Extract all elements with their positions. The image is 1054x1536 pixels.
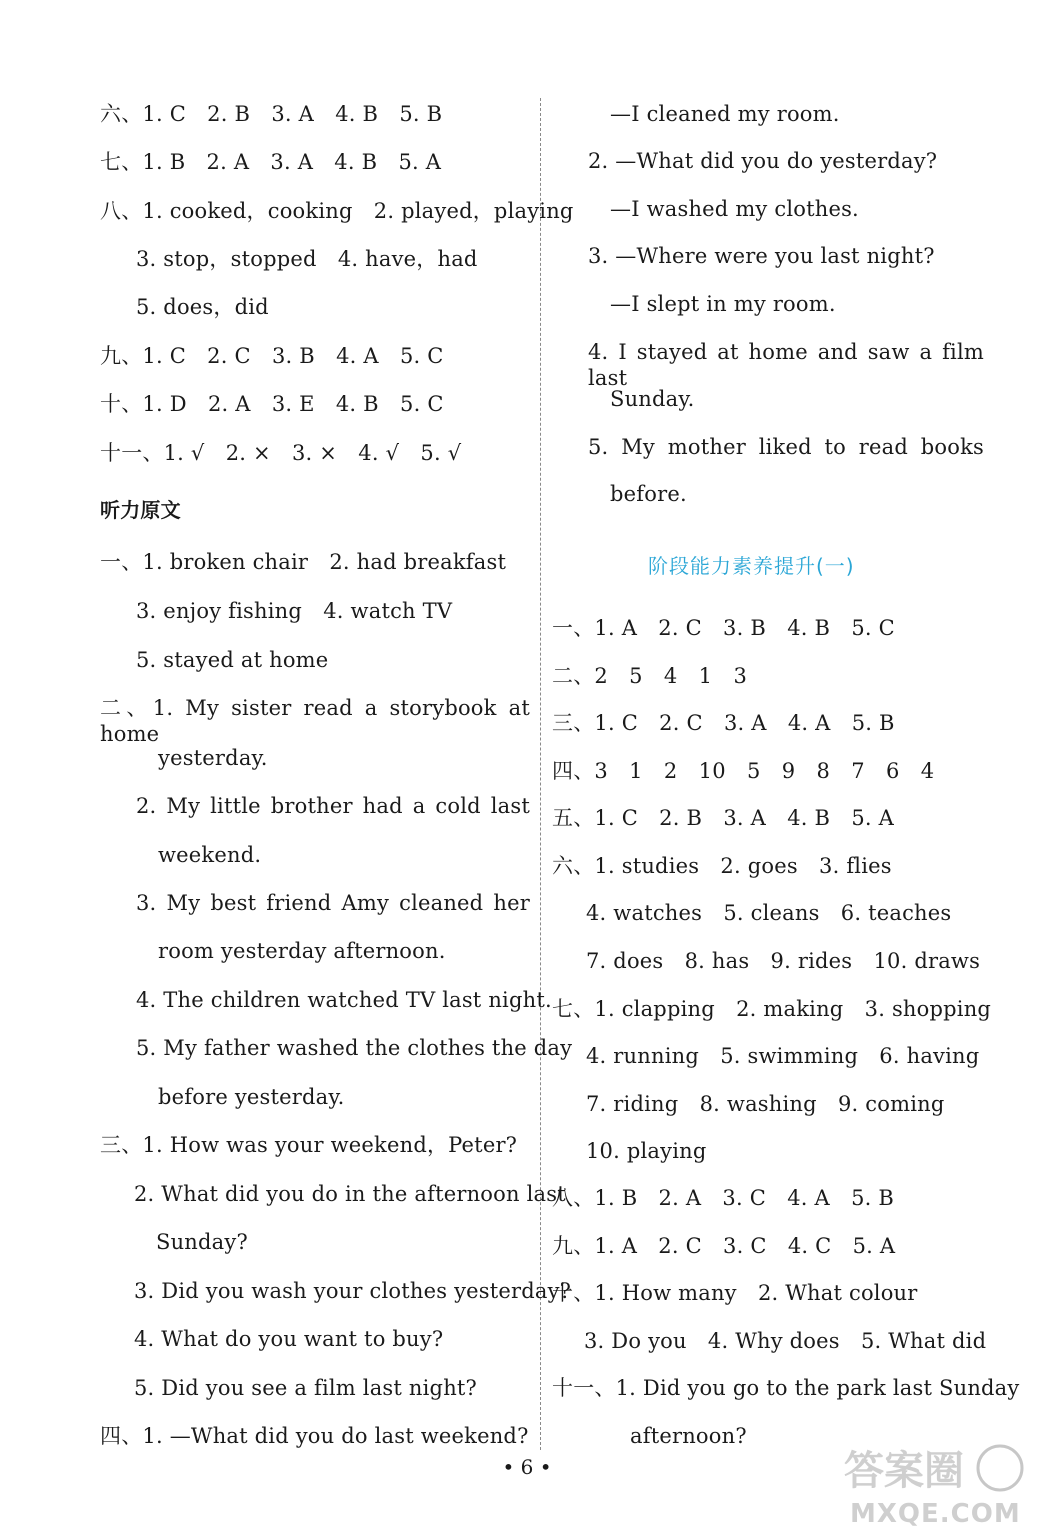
answer-line: 五、1. C 2. B 3. A 4. B 5. A <box>552 806 895 830</box>
listening-script-heading: 听力原文 <box>100 498 181 522</box>
answer-line: 七、1. B 2. A 3. A 4. B 5. A <box>100 150 442 174</box>
answer-line: 十、1. How many 2. What colour <box>552 1281 918 1305</box>
answer-line: room yesterday afternoon. <box>158 939 446 963</box>
answer-line: 3. enjoy fishing 4. watch TV <box>136 599 453 623</box>
answer-line: 7. riding 8. washing 9. coming <box>586 1092 945 1116</box>
answer-line: afternoon? <box>630 1424 747 1448</box>
column-divider <box>540 98 541 1450</box>
answer-line: 2. —What did you do yesterday? <box>588 149 938 173</box>
answer-line: 7. does 8. has 9. rides 10. draws <box>586 949 981 973</box>
answer-line: 4. watches 5. cleans 6. teaches <box>586 901 952 925</box>
answer-line: 七、1. clapping 2. making 3. shopping <box>552 997 992 1021</box>
answer-line: 3. My best friend Amy cleaned her <box>136 891 530 915</box>
answer-line: 3. stop，stopped 4. have，had <box>136 247 478 271</box>
answer-line: 九、1. C 2. C 3. B 4. A 5. C <box>100 344 444 368</box>
answer-line: 4. The children watched TV last night. <box>136 988 552 1012</box>
answer-line: 六、1. C 2. B 3. A 4. B 5. B <box>100 102 443 126</box>
answer-line: Sunday? <box>156 1230 248 1254</box>
answer-line: 3. —Where were you last night? <box>588 244 935 268</box>
answer-line: 四、1. —What did you do last weekend? <box>100 1424 529 1448</box>
answer-line: 八、1. cooked，cooking 2. played，playing <box>100 199 574 223</box>
answer-line: 三、1. C 2. C 3. A 4. A 5. B <box>552 711 895 735</box>
answer-line: yesterday. <box>158 746 268 770</box>
answer-line: 九、1. A 2. C 3. C 4. C 5. A <box>552 1234 896 1258</box>
answer-line: 二、2 5 4 1 3 <box>552 664 748 688</box>
watermark-text: 答案圈 <box>844 1448 964 1494</box>
answer-line: 四、3 1 2 10 5 9 8 7 6 4 <box>552 759 935 783</box>
answer-line: 十一、1. Did you go to the park last Sunday <box>552 1376 1020 1400</box>
answer-line: 一、1. broken chair 2. had breakfast <box>100 550 507 574</box>
answer-line: 5. Did you see a film last night? <box>134 1376 478 1400</box>
answer-line: 2. My little brother had a cold last <box>136 794 530 818</box>
answer-line: 5. My mother liked to read books <box>588 435 984 459</box>
answer-line: 3. Did you wash your clothes yesterday? <box>134 1279 572 1303</box>
answer-line: —I cleaned my room. <box>610 102 840 126</box>
answer-line: 4. I stayed at home and saw a film last <box>588 340 984 390</box>
answer-line: 十一、1. √ 2. × 3. × 4. √ 5. √ <box>100 441 462 465</box>
answer-line: 5. does，did <box>136 295 269 319</box>
answer-line: 一、1. A 2. C 3. B 4. B 5. C <box>552 616 895 640</box>
answer-line: before yesterday. <box>158 1085 345 1109</box>
answer-line: 4. What do you want to buy? <box>134 1327 444 1351</box>
answer-line: 5. stayed at home <box>136 648 329 672</box>
answer-line: 3. Do you 4. Why does 5. What did <box>584 1329 987 1353</box>
watermark-logo-icon <box>840 1440 1030 1528</box>
watermark-url: MXQE.COM <box>850 1499 1021 1528</box>
answer-line: before. <box>610 482 687 506</box>
answer-line: 4. running 5. swimming 6. having <box>586 1044 980 1068</box>
answer-line: 2. What did you do in the afternoon last <box>134 1182 566 1206</box>
page-number: • 6 • <box>502 1455 552 1479</box>
answer-line: Sunday. <box>610 387 695 411</box>
answer-line: 二、1. My sister read a storybook at home <box>100 696 530 746</box>
answer-line: 十、1. D 2. A 3. E 4. B 5. C <box>100 392 444 416</box>
answer-line: 六、1. studies 2. goes 3. flies <box>552 854 892 878</box>
answer-line: 5. My father washed the clothes the day <box>136 1036 573 1060</box>
answer-line: 10. playing <box>586 1139 707 1163</box>
answer-line: 八、1. B 2. A 3. C 4. A 5. B <box>552 1186 895 1210</box>
section-title: 阶段能力素养提升(一) <box>648 554 855 578</box>
answer-line: —I slept in my room. <box>610 292 836 316</box>
answer-line: weekend. <box>158 843 262 867</box>
answer-line: 三、1. How was your weekend，Peter? <box>100 1133 518 1157</box>
answer-line: —I washed my clothes. <box>610 197 859 221</box>
